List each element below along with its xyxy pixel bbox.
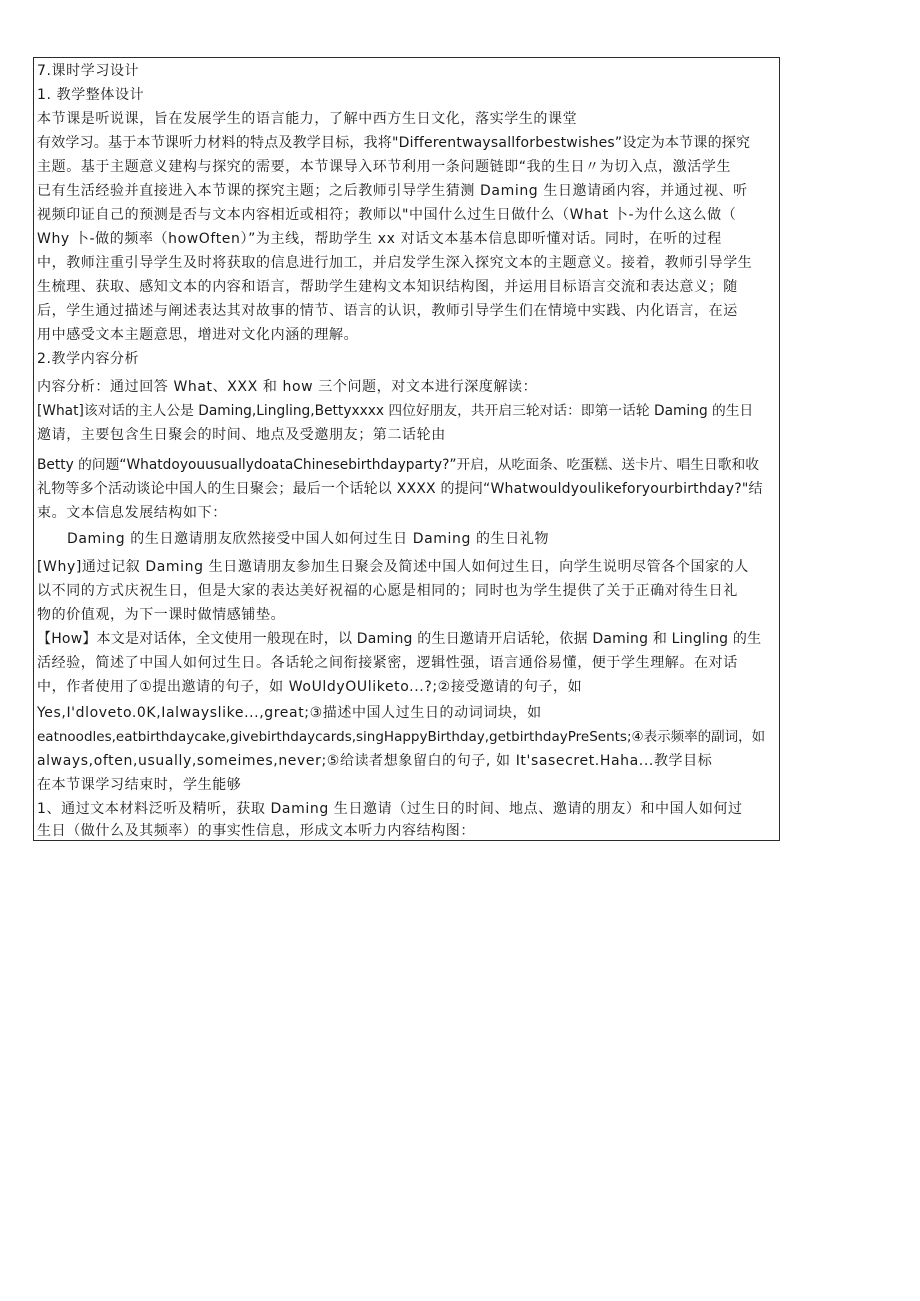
paragraph-line: 视频印证自己的预测是否与文本内容相近或相符；教师以"中国什么过生日做什么（What 卜-为什么这么做（	[37, 207, 737, 223]
paragraph-line: 束。文本信息发展结构如下：	[37, 505, 227, 521]
paragraph-line: [Why]通过记叙 Daming 生日邀请朋友参加生日聚会及简述中国人如何过生日，向学生说明尽管各个国家的人	[37, 559, 749, 575]
paragraph-line: always,often,usually,someimes,never;⑤给读者想象留白的句子, 如 It'sasecret.Haha...教学目标	[37, 753, 713, 769]
paragraph-line: 邀请，主要包含生日聚会的时间、地点及受邀朋友；第二话轮由	[37, 427, 446, 443]
paragraph-line: 中，作者使用了①提出邀请的句子，如 WoUldyOUliketo...?;②接受邀请的句子，如	[37, 679, 583, 695]
subsection-heading: 1. 教学整体设计	[37, 87, 145, 103]
paragraph-line: 用中感受文本主题意思，增进对文化内涵的理解。	[37, 327, 359, 343]
paragraph-line: Yes,I'dloveto.0K,Ialwayslike...,great;③描述中国人过生日的动词词块，如	[37, 705, 542, 721]
paragraph-line: 本节课是听说课，旨在发展学生的语言能力，了解中西方生日文化，落实学生的课堂	[37, 111, 578, 127]
paragraph-line: 【How】本文是对话体，全文使用一般现在时，以 Daming 的生日邀请开启话轮，依据 Daming 和 Lingling 的生	[37, 631, 762, 647]
lesson-design-table-cell	[33, 57, 780, 841]
paragraph-line: 在本节课学习结束时，学生能够	[37, 777, 242, 793]
paragraph-line: 已有生活经验并直接进入本节课的探究主题；之后教师引导学生猜测 Daming 生日邀请函内容，并通过视、听	[37, 183, 748, 199]
paragraph-line: eatnoodles,eatbirthdaycake,givebirthdaycards,singHappyBirthday,getbirthdayPreSents;④表示频率的副词，如	[37, 729, 766, 745]
paragraph-line: 内容分析：通过回答 What、XXX 和 how 三个问题，对文本进行深度解读：	[37, 379, 538, 395]
paragraph-line: 1、通过文本材料泛听及精听，获取 Daming 生日邀请（过生日的时间、地点、邀请的朋友）和中国人如何过	[37, 801, 743, 817]
paragraph-line: [What]该对话的主人公是 Daming,Lingling,Bettyxxxx 四位好朋友，共开启三轮对话：即第一话轮 Daming 的生日	[37, 403, 754, 419]
subsection-heading: 2.教学内容分析	[37, 351, 140, 367]
paragraph-line: Why 卜-做的频率（howOften）”为主线，帮助学生 xx 对话文本基本信息即听懂对话。同时，在听的过程	[37, 231, 722, 247]
structure-line: Daming 的生日邀请朋友欣然接受中国人如何过生日 Daming 的生日礼物	[67, 531, 550, 547]
section-heading: 7.课时学习设计	[37, 63, 140, 79]
paragraph-line: 有效学习。基于本节课听力材料的特点及教学目标，我将"Differentwaysallforbestwishes”设定为本节课的探究	[37, 135, 751, 151]
paragraph-line: Betty 的问题“WhatdoyouusuallydoataChinesebirthdayparty?”开启，从吃面条、吃蛋糕、送卡片、唱生日歌和收	[37, 457, 760, 473]
paragraph-line: 主题。基于主题意义建构与探究的需要，本节课导入环节利用一条问题链即“我的生日〃为切入点，激活学生	[37, 159, 732, 175]
paragraph-line: 以不同的方式庆祝生日，但是大家的表达美好祝福的心愿是相同的；同时也为学生提供了关于正确对待生日礼	[37, 583, 738, 599]
paragraph-line: 后，学生通过描述与阐述表达其对故事的情节、语言的认识，教师引导学生们在情境中实践、内化语言，在运	[37, 303, 738, 319]
paragraph-line: 活经验，简述了中国人如何过生日。各话轮之间衔接紧密，逻辑性强，语言通俗易懂，便于学生理解。在对话	[37, 655, 738, 671]
paragraph-line: 中，教师注重引导学生及时将获取的信息进行加工，并启发学生深入探究文本的主题意义。接着，教师引导学生	[37, 255, 753, 271]
paragraph-line: 物的价值观，为下一课时做情感铺垫。	[37, 607, 286, 623]
paragraph-line: 礼物等多个活动谈论中国人的生日聚会；最后一个话轮以 XXXX 的提问“Whatwouldyoulikeforyourbirthday?"结	[37, 481, 763, 497]
paragraph-line: 生日（做什么及其频率）的事实性信息，形成文本听力内容结构图：	[37, 823, 475, 839]
paragraph-line: 生梳理、获取、感知文本的内容和语言，帮助学生建构文本知识结构图，并运用目标语言交流和表达意义；随	[37, 279, 738, 295]
